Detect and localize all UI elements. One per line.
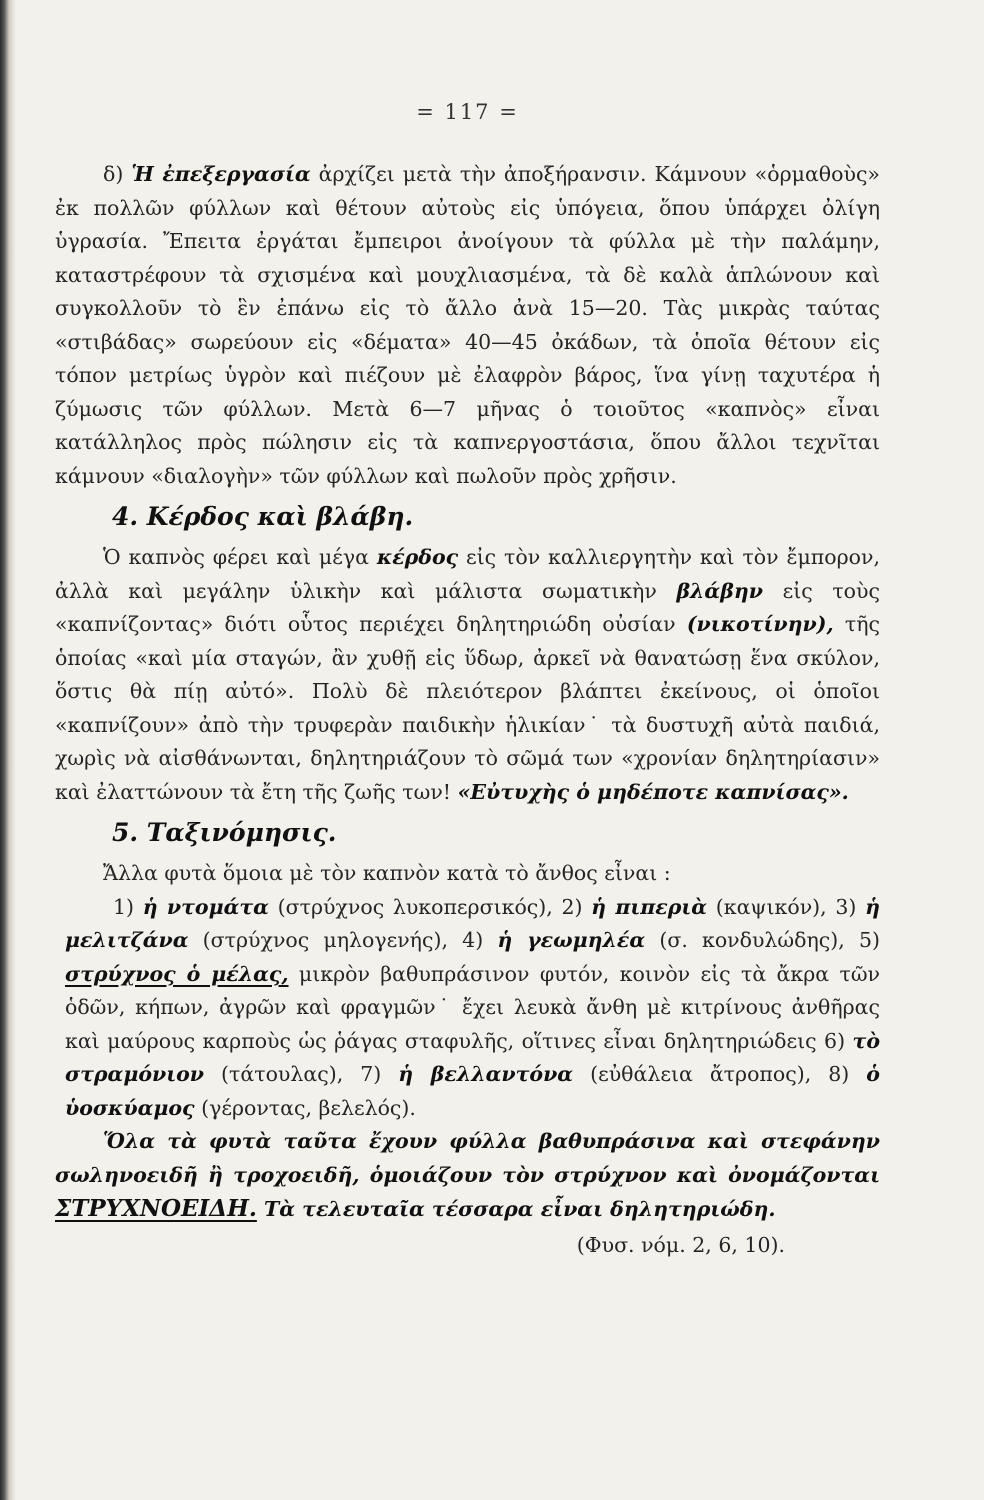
plant-name: ἡ γεωμηλέα	[497, 928, 646, 952]
plant-desc: (γέροντας, βελελός).	[201, 1095, 416, 1120]
term-harm: βλάβην	[676, 578, 763, 603]
processing-title: Ἡ ἐπεξεργασία	[131, 162, 311, 186]
plant-name: ἡ ντομάτα	[142, 894, 269, 919]
text-run: εἰς τοὺς «καπνίζοντας» διότι οὗτος περιέχει δηλητηριώδη οὐσίαν	[55, 578, 880, 636]
plant-name: ἡ πιπεριὰ	[591, 894, 708, 919]
plant-name: τὸ στραμόνιον	[65, 1028, 880, 1086]
term-profit: κέρδος	[376, 545, 459, 569]
paragraph-processing	[55, 158, 880, 493]
plant-name: ἡ μελιτζάνα	[65, 894, 880, 952]
reference-note: (Φυσ. νόμ. 2, 6, 10).	[576, 1232, 785, 1257]
processing-text: ἀρχίζει μετὰ τὴν ἀποξήρανσιν. Κάμνουν «ὁρμαθοὺς» ἐκ πολλῶν φύλλων καὶ θέτουν αὐτοὺς εἰς ὑπόγεια, ὅπου ὑπάρχει ὀλίγη ὑγρασία. Ἔπειτα ἐργάται ἔμπειροι ἀνοίγουν τὰ φύλλα μὲ τὴν παλάμην, καταστρέφουν τὰ σχισμένα καὶ μουχλιασμένα, τὰ δὲ καλὰ ἁπλώνουν καὶ συγκολλοῦν τὸ ἓν ἐπάνω εἰς τὸ ἄλλο ἀνὰ 15—20. Τὰς μικρὰς ταύτας «στιβάδας» σωρεύουν εἰς «δέματα» 40—45 ὀκάδων, τὰ ὁποῖα θέτουν εἰς τόπον μετρίως ὑγρὸν καὶ πιέζουν μὲ ἐλαφρὸν βάρος, ἵνα γίνῃ ταχυτέρα ἡ ζύμωσις τῶν φύλλων. Μετὰ 6—7 μῆνας ὁ τοιοῦτος «καπνὸς» εἶναι κατάλληλος πρὸς πώλησιν εἰς τὰ καπνεργοστάσια, ὅπου ἄλλοι τεχνῖται κάμνουν «διαλογὴν» τῶν φύλλων καὶ πωλοῦν πρὸς χρῆσιν.	[55, 162, 880, 488]
plant-desc: (τάτουλας),	[221, 1062, 344, 1086]
plant-name: στρύχνος ὁ μέλας,	[65, 961, 289, 986]
list-number: 2)	[561, 894, 583, 919]
plant-name: ὁ ὑοσκύαμος	[65, 1062, 880, 1120]
summary-paragraph	[55, 1125, 880, 1227]
plant-desc: (στρύχνος μηλογενής),	[202, 928, 448, 952]
text-run: Ὁ καπνὸς φέρει καὶ μέγα	[103, 545, 369, 569]
paragraph-profit-harm	[55, 541, 880, 809]
plant-desc: (εὐθάλεια ἄτροπος),	[590, 1062, 812, 1086]
plant-name: ἡ βελλαντόνα	[398, 1062, 574, 1086]
paragraph-intro: Ἄλλα φυτὰ ὅμοια μὲ τὸν καπνὸν κατὰ τὸ ἄνθος εἶναι :	[103, 861, 671, 885]
text-run: τῆς ὁποίας «καὶ μία σταγών, ἂν χυθῇ εἰς ὕδωρ, ἀρκεῖ νὰ θανατώσῃ ἕνα σκύλον, ὅστις θὰ πίῃ αὐτό». Πολὺ δὲ πλειότερον βλάπτει ἐκείνους, οἱ ὁποῖοι «καπνίζουν» ἀπὸ τὴν τρυφερὰν παιδικὴν ἡλικίαν˙ τὰ δυστυχῆ αὐτὰ παιδιά, χωρὶς νὰ αἰσθάνωνται, δηλητηριάζουν τὸ σῶμά των «χρονίαν δηλητηρίασιν» καὶ ἐλαττώνουν τὰ ἔτη τῆς ζωῆς των!	[55, 612, 880, 804]
page-binding-edge	[0, 0, 16, 1500]
plant-desc: μικρὸν βαθυπράσινον φυτόν, κοινὸν εἰς τὰ ἄκρα τῶν ὁδῶν, κήπων, ἀγρῶν καὶ φραγμῶν˙ ἔχει λευκὰ ἄνθη μὲ κιτρίνους ἀνθῆρας καὶ μαύρους καρποὺς ὡς ῥάγας σταφυλῆς, οἵτινες εἶναι δηλητηριώδεις	[65, 961, 880, 1053]
page-body	[55, 158, 880, 1262]
text-run: εἰς τὸν καλλιεργητὴν καὶ τὸν ἔμπορον, ἀλλὰ καὶ μεγάλην ὑλικὴν καὶ μάλιστα σωματικὴν	[55, 545, 880, 603]
list-number: 4)	[462, 928, 484, 952]
plant-list	[55, 891, 880, 1126]
section-label: δ)	[103, 162, 124, 186]
heading-classification: 5. Ταξινόμησις.	[112, 818, 337, 847]
list-number: 7)	[360, 1062, 382, 1086]
summary-text: Τὰ τελευταῖα τέσσαρα εἶναι δηλητηριώδη.	[264, 1197, 776, 1221]
plant-desc: (στρύχνος λυκοπερσικός),	[277, 894, 553, 919]
plant-desc: (καψικόν),	[715, 894, 827, 919]
heading-profit-harm: 4. Κέρδος καὶ βλάβη.	[112, 502, 414, 531]
list-number: 1)	[113, 894, 135, 919]
list-number: 6)	[824, 1028, 846, 1053]
list-number: 5)	[858, 928, 880, 952]
term-nicotine: (νικοτίνην),	[686, 612, 834, 636]
quote-happy: «Εὐτυχὴς ὁ μηδέποτε καπνίσας».	[457, 779, 849, 804]
plant-desc: (σ. κονδυλώδης),	[659, 928, 845, 952]
page-number: = 117 =	[416, 100, 519, 124]
family-name: ΣΤΡΥΧΝΟΕΙΔΗ.	[55, 1195, 257, 1222]
summary-text: Ὅλα τὰ φυτὰ ταῦτα ἔχουν φύλλα βαθυπράσινα καὶ στεφάνην σωληνοειδῆ ἢ τροχοειδῆ, ὁμοιάζουν τὸν στρύχνον καὶ ὀνομάζονται	[55, 1129, 880, 1187]
list-number: 8)	[828, 1062, 850, 1086]
list-number: 3)	[835, 894, 857, 919]
